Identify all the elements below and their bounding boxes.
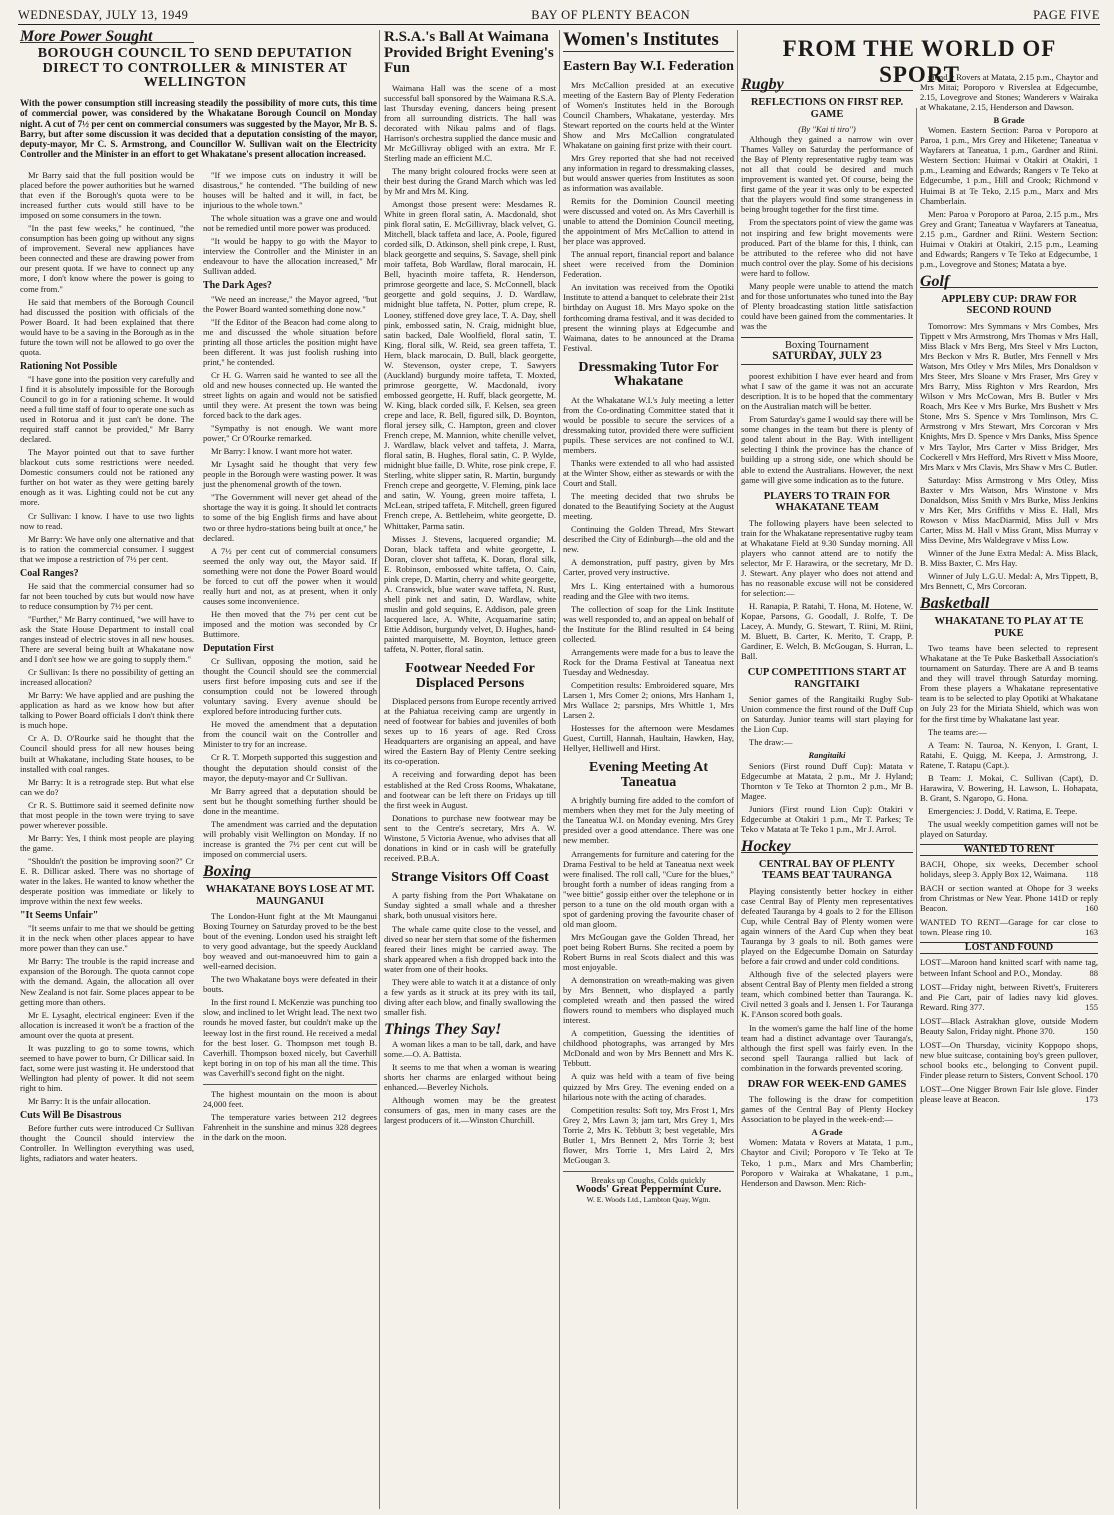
article-paragraph: The collection of soap for the Link Institute was well responded to, and an appeal on behalf of the Institute for the Blind resulted in £4 being collected. xyxy=(563,603,734,644)
draw-subhead: Rangitaiki xyxy=(808,750,846,761)
classified-ad-text: BACH, Ohope, six weeks, December school holidays, sleep 3. Apply Box 12, Waimana. xyxy=(920,859,1098,880)
article-paragraph: Although five of the selected players were absent Central Bay of Plenty men fielded a strong team, which combined better than Tauranga. K. Civil netted 3 goals and I. Jensen 1. For Tauranga K. I'Anson scored both goals. xyxy=(741,969,913,1020)
article-paragraph: Playing consistently better hockey in either case Central Bay of Plenty men representatives defeated Tauranga by 4 goals to 2 for the Ellison Cup, while Central Bay of Plenty women were again winners of the Aard Cup when they beat Tauranga by 3 goals to nil. Both games were played on the Edgecumbe Domain on Saturday before a fair crowd and under cold conditions. xyxy=(741,885,913,967)
article-paragraph: Mrs Grey reported that she had not received any information in regard to dressmaking classes, but would answer queries from Institutes as soon as information was available. xyxy=(563,152,734,193)
article-paragraph: "I have gone into the position very carefully and I find it is absolutely impossible for the Borough Council to go in for a rationing scheme. It would need a full time staff of four to operate one such as used in Rotorua and it just can't be done. The required staff cannot be provided," Mr Barry declared. xyxy=(20,373,194,445)
article-paragraph: "In the past few weeks," he continued, "the consumption has been going up without any signs of improvement. Several new appliances have been connected and these are drawing power from our present quota. If we have to connect up any more, I don't know where the power is going to come from." xyxy=(20,223,194,294)
masthead-date: WEDNESDAY, JULY 13, 1949 xyxy=(18,7,189,22)
column-rule xyxy=(737,30,738,1509)
article-paragraph: "Sympathy is not enough. We want more power," Cr O'Rourke remarked. xyxy=(203,423,377,444)
masthead-paper-name: BAY OF PLENTY BEACON xyxy=(531,7,691,22)
advert-peppermint-cure xyxy=(563,1175,734,1205)
players-headline: PLAYERS TO TRAIN FOR WHAKATANE TEAM xyxy=(763,490,891,514)
column-5 xyxy=(920,72,1098,1509)
classified-ad xyxy=(920,1016,1098,1036)
article-paragraph: Seniors (First round Duff Cup): Matata v Edgecumbe at Matata, 2 p.m., Mr J. Hyland; Thornton v Te Teko at Thornton 2 p.m., Mr B. Magee. xyxy=(741,760,913,801)
article-paragraph: A Team: N. Tauroa, N. Kenyon, I. Grant, I. Ratahi, E. Quigg, M. Keepa, J. Armstrong, J. Ratene, T. Ratapu (Capt.). xyxy=(920,739,1098,770)
article-paragraph: Mr Barry: We have only one alternative and that is to ration the commercial consumer. I suggest that we impose a restriction of 7½ per cent. xyxy=(20,533,194,564)
filler-text: The temperature varies between 212 degrees Fahrenheit in the sunshine and minus 328 degrees in the dark on the moon. xyxy=(203,1111,377,1142)
subhead: Cuts Will Be Disastrous xyxy=(20,1110,122,1122)
classified-ad-number: 173 xyxy=(1085,1094,1098,1105)
section-title-hockey: Hockey xyxy=(741,842,913,853)
article-paragraph: A quiz was held with a team of five being quizzed by Mrs Grey. The evening ended on a hilarious note with the acting of charades. xyxy=(563,1071,734,1102)
classified-ad-text: LOST—Black Astrakhan glove, outside Modern Beauty Salon, Friday night. Phone 370. xyxy=(920,1015,1098,1036)
classified-ad-number: 118 xyxy=(1085,869,1098,880)
classified-ad xyxy=(920,982,1098,1012)
article-paragraph: The whole situation was a grave one and would not be remedied until more power was produced. xyxy=(203,213,377,234)
article-paragraph: Two teams have been selected to represent Whakatane at the Te Puke Basketball Association's tournament on Saturday. There are A and B teams and they will travel through Saturday morning. From these players a Whakatane representative team is to be selected to play Opotiki at Whakatane on July 23 for the Miriata Shield, which was won for the first time by Whakatane last year. xyxy=(920,643,1098,724)
classified-ad xyxy=(920,1084,1098,1104)
article-paragraph: Arrangements were made for a bus to leave the Rock for the Drama Festival at Taneatua next Tuesday and Wednesday. xyxy=(563,646,734,677)
article-paragraph: The amendment was carried and the deputation will probably visit Wellington on Monday. If no increase is granted the 7½ per cent cut will be imposed on commercial users. xyxy=(203,818,377,859)
article-paragraph: Competition results: Soft toy, Mrs Frost 1, Mrs Grey 2, Mrs Lawn 3; jam tart, Mrs Grey 1, Mrs Torrie 2, Mrs K. Tebbutt 3; best vegetable, Mrs Butler 1, Mrs Bennett 2, Mrs Torrie 3; best flower, Mrs Torrie 1, Mrs Laird 2, Mrs McGougan 3. xyxy=(563,1104,734,1165)
article-paragraph: He said that the commercial consumer had so far not been touched by cuts but would now have to reduce consumption by 7½ per cent. xyxy=(20,580,194,611)
article-paragraph: The meeting decided that two shrubs be donated to the Beautifying Society at the August meeting. xyxy=(563,491,734,522)
section-title-golf: Golf xyxy=(920,277,1098,288)
article-paragraph: poorest exhibition I have ever heard and from what I saw of the game it was not an accurate description. It is to be hoped that the commentary on the Australian match will be better. xyxy=(741,371,913,412)
article-paragraph: Emergencies: J. Dodd, V. Ratima, E. Teepe. xyxy=(928,805,1078,816)
boxing-tournament-notice xyxy=(741,337,913,365)
basketball-headline: WHAKATANE TO PLAY AT TE PUKE xyxy=(934,616,1084,639)
article-paragraph: Cr H. G. Warren said he wanted to see all the old and new houses connected up. He wanted the street lights on again and would not be satisfied until they were. At present the town was being forced back to the dark ages. xyxy=(203,369,377,421)
article-paragraph: "Further," Mr Barry continued, "we will have to ask the State House Department to install coal ranges instead of electric stoves in all new houses. There are several being built at Whakatane now and I don't see how we are going to supply them." xyxy=(20,613,194,665)
column-rule xyxy=(916,108,917,1509)
article-paragraph: "It seems unfair to me that we should be getting it in the neck when other places appear to have more power than they can use." xyxy=(20,923,194,954)
article-paragraph: A brightly burning fire added to the comfort of members when they met for the July meeting of the Taneatua W.I. on Monday evening. Mrs Grey presided over a good attendance. There was one new member. xyxy=(563,795,734,846)
article-paragraph: An invitation was received from the Opotiki Institute to attend a banquet to celebrate their 21st birthday on August 18. Mrs Mayo spoke on the forthcoming drama festival, and it was decided to present the winning plays at Edgecumbe and Waimana, dates to be announced at the Drama Festival. xyxy=(563,282,734,353)
article-paragraph: Women. Eastern Section: Paroa v Poroporo at Paroa, 1 p.m., Mrs Grey and Hiketene; Taneatua v Wayfarers at Taneatua, 1 p.m., Gardner and Riini. Western Section: Huimai v Otakiri at Otakiri, 1 p.m., Leaming and Edwards; Rangers v Te Teko at Edgecumbe, 1 p.m., Hill and Crook; Richmond v Huimai B at Te Teko, 2.15 p.m., Marx and Mrs Chamberlain. xyxy=(920,125,1098,206)
rsa-ball-headline: R.S.A.'s Ball At Waimana Provided Bright Evening's Fun xyxy=(384,29,554,76)
rugby-headline: REFLECTIONS ON FIRST REP. GAME xyxy=(750,97,904,120)
classified-ad xyxy=(920,883,1098,913)
classified-ad-number: 163 xyxy=(1085,927,1098,938)
article-paragraph: Before further cuts were introduced Cr Sullivan thought the Council should interview the Controller. In Wellington everything was used, lights, radiators and water heaters. xyxy=(20,1123,194,1164)
classified-ad-text: LOST—On Thursday, vicinity Koppopo shops, new blue suitcase, containing boy's green pullover, school books etc., belonging to Convent pupil. Finder please return to Sisters, Convent School. xyxy=(920,1039,1098,1080)
article-paragraph: He moved the amendment that a deputation from the council wait on the Controller and Minister to try for an increase. xyxy=(203,719,377,750)
section-title-more-power: More Power Sought xyxy=(20,32,194,43)
hockey-headline: CENTRAL BAY OF PLENTY TEAMS BEAT TAURANGA xyxy=(758,858,896,882)
article-paragraph: The two Whakatane boys were defeated in their bouts. xyxy=(203,974,377,995)
subhead: "It Seems Unfair" xyxy=(20,910,99,922)
article-paragraph: It was puzzling to go to some towns, which seemed to have power to burn, Cr Dillicar said. In fact, some were just wasting it. He understood that Wellington had plenty of power. It did not seem right to him. xyxy=(20,1042,194,1093)
masthead xyxy=(18,6,1100,25)
masthead-page-number: PAGE FIVE xyxy=(1033,7,1100,22)
sport-section-title: FROM THE WORLD OF SPORT xyxy=(782,36,1057,87)
classified-ad-number: 160 xyxy=(1085,903,1098,914)
article-paragraph: Cr A. D. O'Rourke said he thought that the Council should press for all new houses being built at Whakatane, including State houses, to be installed with coal ranges. xyxy=(20,733,194,774)
advert-brand: Woods' Great Peppermint Cure. xyxy=(575,1183,722,1195)
strange-visitors-headline: Strange Visitors Off Coast xyxy=(391,869,549,885)
dressmaking-headline: Dressmaking Tutor For Whakatane xyxy=(578,359,719,390)
article-paragraph: Senior games of the Rangitaiki Rugby Sub-Union commence the first round of the Duff Cup on Saturday. Junior teams will start playing for the Lion Cup. xyxy=(741,694,913,735)
article-paragraph: Mr Barry: Yes, I think most people are playing the game. xyxy=(20,832,194,853)
article-paragraph: A woman likes a man to be tall, dark, and have some.—O. A. Battista. xyxy=(384,1038,556,1060)
article-paragraph: From Saturday's game I would say there will be some changes in the team but there is plenty of good talent about in the Bay. With intelligent selecting I think the province has the chance of building up a strong side, one which should be able to extend the Australians. However, the next game will give some indication as to the future. xyxy=(741,414,913,485)
article-paragraph: Mrs McCallion presided at an executive meeting of the Eastern Bay of Plenty Federation of Women's Institutes held in the Borough Council Chambers, Whakatane, yesterday. Mrs Stewart reported on the courts held at the Winter Show and Mrs McCallion congratulated Whakatane on gaining first prize with their court. xyxy=(563,79,734,150)
article-paragraph: Juniors (First round Lion Cup): Otakiri v Edgecumbe at Otakiri 1 p.m., Mr T. Parkes; Te Teko v Matata at Te Teko 1 p.m., Mr J. Arrol. xyxy=(741,803,913,834)
power-article-body-1 xyxy=(20,170,194,1509)
draw-headline: DRAW FOR WEEK-END GAMES xyxy=(747,1078,907,1090)
section-title-basketball: Basketball xyxy=(920,599,1098,610)
wanted-ads xyxy=(920,859,1098,937)
article-paragraph: The annual report, financial report and balance sheet were received from the Dominion Federation. xyxy=(563,249,734,280)
article-paragraph: "If the Editor of the Beacon had come along to me and discussed the whole situation before printing all those articles the position might have been different. It was just foolish rushing into print," he contended. xyxy=(203,316,377,367)
article-paragraph: The teams are:— xyxy=(928,726,987,737)
classified-ad-text: LOST—Friday night, between Rivett's, Fruiterers and Pie Cart, pair of ladies navy kid gloves. Reward. Ring 377. xyxy=(920,981,1098,1012)
advert-line: Breaks up Coughs, Colds quickly xyxy=(591,1174,706,1185)
column-2 xyxy=(384,30,556,1509)
article-paragraph: Mr Barry said that the full position would be placed before the power authorities but he warned that even if the Borough's quota were to be increased further cuts would still have to be imposed on some consumers in the town. xyxy=(20,170,194,221)
article-paragraph: Although they gained a narrow win over Thames Valley on Saturday the performance of the Bay of Plenty representative rugby team was not all that could be desired and much improvement is wanted yet. Of course, being the first game of the year it was only to be expected that the players would find some strangeness in being brought together for the first time. xyxy=(741,134,913,215)
things-they-say-headline: Things They Say! xyxy=(384,1020,502,1038)
article-paragraph: The usual weekly competition games will not be played on Saturday. xyxy=(920,818,1098,839)
evening-meeting-headline: Evening Meeting At Taneatua xyxy=(589,760,708,790)
article-paragraph: Cr Sullivan: I know. I have to use two lights now to read. xyxy=(20,510,194,531)
article-paragraph: It seems to me that when a woman is wearing shorts her charms are enlarged without being enhanced.—Beverley Nichols. xyxy=(384,1062,556,1093)
subhead: Deputation First xyxy=(203,643,274,655)
boxing-headline: WHAKATANE BOYS LOSE AT MT. MAUNGANUI xyxy=(205,884,375,907)
article-paragraph: In the first round I. McKenzie was punching too slow, and inclined to let Wright lead. The next two rounds he moved faster, but couldn't make up the leeway lost in the first round. He received a medal for the best loser. G. Thompson met tough B. Caverhill. Thompson boxed nicely, but Caverhill kept boring in on top of his man all the time. This was Caverhill's second fight on the night. xyxy=(203,997,377,1078)
article-paragraph: A competition, Guessing the identities of childhood photographs, was arranged by Mrs McDonald and won by Mrs Bennett and Mrs K. Tebbutt. xyxy=(563,1028,734,1069)
article-paragraph: He then moved that the 7½ per cent cut be imposed and the motion was seconded by Cr Buttimore. xyxy=(203,608,377,639)
eastern-bay-headline: Eastern Bay W.I. Federation xyxy=(563,59,734,74)
article-paragraph: Tomorrow: Mrs Symmans v Mrs Combes, Mrs Tippett v Mrs Armstrong, Mrs Thomas v Mrs Hall, Miss Black v Mrs Berg, Mrs Steel v Mrs Lucton, Mrs Beckon v Mrs R. Butler, Mrs Fennell v Mrs Watson, Mrs Otley v Mrs Miles, Mrs Donaldson v Mrs Steer, Mrs Sloane v Mrs Fraser, Mrs Grey v Mrs Barry, Miss Righton v Mrs Reardon, Mrs Wilson v Mrs McCowan, Mrs B. Butler v Mrs Roach, Mrs Kee v Mrs Burke, Mrs Bushett v Mrs Stone, Mrs S. Spence v Mrs Tomlinson, Mrs C. Armstrong v Mrs Stewart, Mrs Corcoran v Mrs Knights, Mrs D. Spence v Mrs Danks, Miss Spence v Mrs Taylor, Mrs Carter v Miss Bridger, Mrs Cockerell v Mrs Hefford, Mrs Rivett v Miss Moore, Mrs Marx v Mrs Clavis, Mrs Shaw v Mrs C. Butler. xyxy=(920,320,1098,472)
article-paragraph: Cr Sullivan, opposing the motion, said he thought the Council should see the commercial users first before imposing cuts and see if the consumption could not be lowered through voluntary saving. Every avenue should be explored before introducing further cuts. xyxy=(203,656,377,717)
article-paragraph: Saturday: Miss Armstrong v Mrs Otley, Miss Baxter v Mrs Watson, Mrs Winstone v Mrs Donaldson, Miss Smith v Mrs Burke, Miss Jenkins v Mrs Ker, Mrs Griffiths v Miss E. Hall, Mrs Rowson v Miss MacDiarmid, Miss Jull v Mrs Carter, Miss M. Hall v Miss Grant, Miss Murray v Miss Devine, Mrs Waldegrave v Miss Low. xyxy=(920,474,1098,545)
article-paragraph: Although women may be the greatest consumers of gas, men in many cases are the largest producers of it.—Winston Churchill. xyxy=(384,1095,556,1126)
notice-date: SATURDAY, JULY 23 xyxy=(772,350,882,363)
grade-subhead: B Grade xyxy=(993,115,1025,126)
article-paragraph: Mr Barry: It is the unfair allocation. xyxy=(28,1095,151,1106)
article-paragraph: mond v Rovers at Matata, 2.15 p.m., Chaytor and Mrs Mitai; Poroporo v Riversleа at Edgecumbe, 2.15, Lovegrove and Stones; Wanderers v Wairaka at Whakatane, 2.15, Henderson and Dawson. xyxy=(920,72,1098,113)
article-paragraph: Competition results: Embroidered square, Mrs Larsen 1, Mrs Comer 2; onions, Mrs Hanham 1, Mrs Wallace 2; parsnips, Mrs Whittle 1, Mrs Larsen 2. xyxy=(563,679,734,721)
power-article-banner: BOROUGH COUNCIL TO SEND DEPUTATION DIRECT TO CONTROLLER & MINISTER AT WELLINGTON xyxy=(37,46,353,91)
article-paragraph: Cr R. T. Morpeth supported this suggestion and thought the deputation should consist of the mayor, the deputy-mayor and Cr Sullivan. xyxy=(203,752,377,783)
article-paragraph: Many people were unable to attend the match and for those unfortunates who tuned into the Bay of Plenty broadcasting station little satisfaction could have been gained from the commentaries. It was the xyxy=(741,280,913,331)
article-paragraph: The many bright coloured frocks were seen at their best during the Grand March which was led by Mr and Mrs M. King. xyxy=(384,165,556,196)
article-paragraph: Mr Lysaght said he thought that very few people in the Borough were wasting power. It was just the phenomenal growth of the town. xyxy=(203,459,377,490)
column-rule xyxy=(559,30,560,1509)
article-paragraph: Cr R. S. Buttimore said it seemed definite now that most people in the town were trying to save power wherever possible. xyxy=(20,799,194,830)
classified-ad-number: 155 xyxy=(1085,1001,1098,1012)
lost-found-header: LOST AND FOUND xyxy=(920,942,1098,954)
byline: (By "Kai ti tiro") xyxy=(798,124,856,135)
article-paragraph: From the spectators point of view the game was not inspiring and few bright movements were produced. Part of the blame for this, I think, can be attributed to the referee who did not have much control over the play. Some of his decisions were hard to follow. xyxy=(741,217,913,278)
article-paragraph: He said that members of the Borough Council had discussed the position with officials of the Power Board. It had been explained that there would have to be a saving in the Borough as in the future the town will not be allowed to go over the quota. xyxy=(20,296,194,357)
article-paragraph: Thanks were extended to all who had assisted at the Winter Show, either as stewards or with the Court and Stall. xyxy=(563,458,734,489)
classified-ad xyxy=(920,957,1098,977)
article-paragraph: "If we impose cuts on industry it will be disastrous," he contended. "The building of new houses will be halted and it will, in fact, be injurious to the whole town." xyxy=(203,170,377,211)
article-paragraph: Donations to purchase new footwear may be sent to the Centre's secretary, Mrs A. W. Winstone, 5 Victoria Avenue, who advises that all donations in kind or in cash will be gratefully received. P.B.A. xyxy=(384,812,556,863)
article-paragraph: Cr Sullivan: Is there no possibility of getting an increased allocation? xyxy=(20,667,194,688)
filler-text: The highest mountain on the moon is about 24,000 feet. xyxy=(203,1088,377,1109)
article-paragraph: The following is the draw for competition games of the Central Bay of Plenty Hockey Association to be played in the week-end:— xyxy=(741,1094,913,1125)
article-paragraph: The following players have been selected to train for the Whakatane representative rugby team at Whakatane Field at 9.30 Sunday morning. All players who cannot attend are to notify the selector, Mr F. Harawira, or the secretary, Mr D. J. Stewart. Any player who does not attend and has no reasonable excuse will not be considered for selection:— xyxy=(741,517,913,598)
article-paragraph: Mr Barry: The trouble is the rapid increase and expansion of the Borough. The quota cannot cope with the demand. Again, the allocation all over New Zealand is not fair. Some places appear to be getting more than others. xyxy=(20,956,194,1007)
classified-ad xyxy=(920,859,1098,879)
article-paragraph: Arrangements for furniture and catering for the Drama Festival to be held at Taneatua next week were finalised. The roll call, "Cure for the blues," brought forth a number of ideas ranging from a "wee bittie" gossip either over the telephone or in person to a tune on the old mouth organ with a spot of gardening proving the favourite chaser of old man gloom. xyxy=(563,848,734,929)
subhead: The Dark Ages? xyxy=(203,280,272,292)
article-paragraph: Women: Matata v Rovers at Matata, 1 p.m., Chaytor and Civil; Poroporo v Te Teko at Te Teko, 1 p.m., Marx and Mrs Chamberlin; Poroporo v Wairaka at Whakatane, 1 p.m., Henderson and Dawson. Men: Rich- xyxy=(741,1137,913,1188)
classified-ad-number: 88 xyxy=(1089,967,1098,978)
section-title-boxing: Boxing xyxy=(203,867,377,878)
article-paragraph: "We need an increase," the Mayor agreed, "but the Power Board wanted something done now." xyxy=(203,293,377,314)
classified-ad-text: WANTED TO RENT—Garage for car close to town. Please ring 10. xyxy=(920,917,1098,938)
lost-ads xyxy=(920,957,1098,1104)
grade-subhead: A Grade xyxy=(811,1127,843,1138)
article-paragraph: H. Ranapia, P. Ratahi, T. Hona, M. Hotene, W. Kopae, Parsons, G. Goodall, J. Rolfe, T. De Lacey, A. Mundy, G. Stewart, T. Riini, M. Riini, M. Bluett, B. Carter, K. Merito, T. Crapp, P. Gardiner, E. Welch, B. McGougan, S. Hurran, L. Ball. xyxy=(741,600,913,662)
article-paragraph: Displaced persons from Europe recently arrived at the Pahiatua receiving camp are urgently in need of footwear for babies and juveniles of both sexes up to 16 years of age. Red Cross Headquarters are organising an appeal, and have wired the Eastern Bay of Plenty Centre seeking its co-operation. xyxy=(384,696,556,767)
article-paragraph: Mr E. Lysaght, electrical engineer: Even if the allocation is increased it won't be a fraction of the amount over the quota at present. xyxy=(20,1009,194,1040)
article-paragraph: "The Government will never get ahead of the shortage the way it is going. It should let contracts to some of the big English firms and have about two or three hydro-stations being built at once," he declared. xyxy=(203,492,377,543)
classified-ad xyxy=(920,1040,1098,1080)
subhead: Rationing Not Possible xyxy=(20,360,118,372)
article-paragraph: A receiving and forwarding depot has been established at the Red Cross Rooms, Whakatane, and footwear can be left there on Fridays up till the first week in August. xyxy=(384,769,556,810)
column-4 xyxy=(741,72,913,1509)
article-paragraph: Remits for the Dominion Council meeting were discussed and voted on. As Mrs Caverhill is unable to attend the Dominion Council meeting, the appointment of Mrs McCallion to attend in her place was approved. xyxy=(563,196,734,247)
article-paragraph: A demonstration, puff pastry, given by Mrs Carter, proved very instructive. xyxy=(563,557,734,578)
power-article-body-2 xyxy=(203,170,377,1509)
classified-ad-text: LOST—One Nigger Brown Fair Isle glove. Finder please leave at Beacon. xyxy=(920,1083,1098,1105)
article-paragraph: The whale came quite close to the vessel, and dived so near her stern that some of the fishermen feared their lines might be carried away. The shark appeared when a fish dropped back into the water from one of their hooks. xyxy=(384,923,556,974)
article-paragraph: Mr Barry: I know. I want more hot water. xyxy=(211,446,353,457)
article-paragraph: Hostesses for the afternoon were Mesdames Guest, Curtill, Hannah, Haultain, Hawken, Hay, Hellyer, Helliwell and Hirst. xyxy=(563,723,734,754)
article-paragraph: B Team: J. Mokai, C. Sullivan (Capt), D. Harawira, V. Bowering, H. Lawson, L. Hohapata, B. Grant, S. Ngaropo, G. Hona. xyxy=(920,772,1098,803)
section-title-rugby: Rugby xyxy=(741,80,913,91)
article-paragraph: Misses J. Stevens, lacquered organdie; M. Doran, black taffeta and white georgette, I. Doran, clover shot taffeta, K. Doran, floral silk, E. Robinson, embossed white taffeta, O. Cain, pink crepe, D. Martin, cherry and white georgette, A. Cranswick, blue water wave taffeta, N. Rust, shell pink net and satin, D. Wardlaw, white muslin and gold sequins, E. Addison, pale green lacquered lace, A. White, Acquamarine satin; Ettie Addison, burgundy velvet, D. Hughes, hand-painted marquisette, M. Boynton, lettuce green taffeta, N. Potter, floral satin. xyxy=(384,533,556,655)
article-paragraph: In the women's game the half line of the home team had a distinct advantage over Tauranga's, although the first spell was fairly even. In the second spell Tauranga rallied but lack of combination in the forwards prevented scoring. xyxy=(741,1022,913,1073)
golf-headline: APPLEBY CUP: DRAW FOR SECOND ROUND xyxy=(941,293,1077,317)
article-paragraph: They were able to watch it at a distance of only a few yards as it struck at its prey with its tail, diving after each blow, and finally swallowing the smaller fish. xyxy=(384,976,556,1017)
womens-institutes-title: Women's Institutes xyxy=(563,30,734,52)
article-paragraph: Mr Barry agreed that a deputation should be sent but he thought something further should be done in the meantime. xyxy=(203,785,377,816)
subhead: Coal Ranges? xyxy=(20,567,79,579)
article-paragraph: A party fishing from the Port Whakatane on Sunday sighted a small whale and a thresher shark, both unusual visitors here. xyxy=(384,890,556,921)
power-article-lead: With the power consumption still increasing steadily the possibility of more cuts, this time of commercial power, was considered by the Whakatane Borough Council on Monday night. A cut of 7½ per cent on commercial consumers was suggested by the Mayor, Mr B. S. Barry, but after some discussion it was decided that a deputation consisting of the mayor, deputy-mayor, Mr C. S. Armstrong, and Councillor W. Sullivan wait on the Electricity Controller and the Minister in an effort to get Whakatane's present allocation increased. xyxy=(20,98,377,160)
article-paragraph: Amongst those present were: Mesdames R. White in green floral satin, A. Macdonald, shot pink floral satin, E. McGillivray, black velvet, G. Mitchell, black taffeta and lace, A. Poole, figured corded silk, D. Atkinson, shell pink crepe, I. Rust, black georgette and sequins, S. Savage, shell pink moir taffeta, Bob Wardlaw, floral marocain, H. Bell, hyacinth moire taffeta, R. Henderson, primrose georgette and lace, S. McConnell, black georgette and gold sequins, J. D. Wardlaw, midnight blue taffeta, N. Potter, plum crepe, R. Looney, stiffened dove grey lace, T. A. Day, shell pink, embossed satin, N. Craig, midnight blue, satin backed, Dale Woolfield, floral satin, T. King, floral silk, W. Reid, sea green taffeta, T. Hern, black marocain, D. Bull, black georgette, W. Stevenson, oyster crepe, T. Sawyers (Auckland) burgundy moire taffeta, T. Moxted, primrose georgette, W. Macdonald, ivory embossed georgette, H. Ruff, black georgette, M. W. King, black corded silk, F. Kelsen, sea green crepe and lace, R. Bell, figured silk, D. Boynton, floral jersey silk, C. Hampton, green and clover French crepe, M. Mannion, white chenille velvet, J. Wardlaw, black velvet and taffeta, J. Marra, floral satin, B. Hughes, floral satin, C. P. Wylde, midnight blue faille, D. White, rose pink crepe, F. Sterling, white slipper satin, R. Martin, burgundy French crepe and georgette, V. Fleming, pink lace and satin, W. Young, green moire taffeta, I. McLean, striped taffeta, F. Mitchell, green figured French crepe, A. Bettleheim, white georgette, D. Whittaker, Parma satin. xyxy=(384,199,556,531)
classified-ad-text: LOST—Maroon hand knitted scarf with name tag, between Infant School and P.O., Monday. xyxy=(920,957,1098,978)
classified-ad xyxy=(920,917,1098,937)
article-paragraph: The Mayor pointed out that to save further blackout cuts some restrictions were needed. Domestic consumers could not be rationed any further on hot water as they were getting barely enough as it was. Lighting could not be cut any more. xyxy=(20,447,194,508)
article-paragraph: Mr Barry: It is a retrograde step. But what else can we do? xyxy=(20,776,194,797)
footwear-headline: Footwear Needed For Displaced Persons xyxy=(405,661,535,691)
article-paragraph: Winner of July L.G.U. Medal: A, Mrs Tippett, B, Mrs Bennett, C, Mrs Corcoran. xyxy=(920,571,1098,592)
article-paragraph: Winner of the June Extra Medal: A. Miss Black, B. Miss Baxter, C. Mrs Hay. xyxy=(920,547,1098,569)
article-paragraph: At the Whakatane W.I.'s July meeting a letter from the Co-ordinating Committee stated that it would be possible to secure the services of a dressmaking tutor, provided there were sufficient pupils. These services are not confined to W.I. members. xyxy=(563,394,734,455)
article-paragraph: Continuing the Golden Thread, Mrs Stewart described the City of Edinburgh—the old and the new. xyxy=(563,524,734,555)
column-3 xyxy=(563,30,734,1509)
article-paragraph: Mr Barry: We have applied and are pushing the application as hard as we know how but after talking to Power Board officials I don't think there is much hope. xyxy=(20,690,194,731)
column-rule xyxy=(379,30,380,1509)
article-paragraph: Mrs L. King entertained with a humorous reading and the Glee with two items. xyxy=(563,580,734,601)
classified-ad-text: BACH or section wanted at Ohope for 3 weeks from Christmas or New Year. Phone 141D or reply Beacon. xyxy=(920,883,1098,914)
cup-headline: CUP COMPETITIONS START AT RANGITAIKI xyxy=(747,667,907,690)
advert-address: W. E. Woods Ltd., Lambton Quay, Wgtn. xyxy=(586,1195,711,1204)
article-paragraph: A demonstration on wreath-making was given by Mrs Bennett, who displayed a partly completed wreath and then passed the wired flowers round to members who displayed much interest. xyxy=(563,975,734,1026)
article-paragraph: "It would be happy to go with the Mayor to interview the Controller and the Minister in an endeavour to have the allocation increased," Mr Sullivan added. xyxy=(203,236,377,277)
article-paragraph: The draw:— xyxy=(749,737,793,748)
wanted-to-rent-header: WANTED TO RENT xyxy=(920,844,1098,856)
classified-ad-number: 170 xyxy=(1085,1069,1098,1080)
article-paragraph: A 7½ per cent cut of commercial consumers seemed the only way out, the Mayor said. If something were not done the Power Board would be forced to cut off the power when it would really hurt and not, as at present, when it only causes some inconvenience. xyxy=(203,545,377,606)
article-paragraph: Men: Paroa v Poroporo at Paroa, 2.15 p.m., Mrs Grey and Grant; Taneatua v Wayfarers at Taneatua, 2.15 p.m., Gardner and Riini. Western Section: Huimai v Otakiri at Otakiri, 2.15 p.m., Leaming and Edwards; Rangers v Te Teko at Edgecumbe, 1 p.m., Lovegrove and Stones; Matata a bye. xyxy=(920,208,1098,269)
article-paragraph: The London-Hunt fight at the Mt Maunganui Boxing Tourney on Saturday proved to be the best bout of the evening. London used his straight left to very good advantage, but the speedy Auckland boy weaved and out-manoeuvred him to gain a well-earned decision. xyxy=(203,911,377,972)
classified-ad-number: 150 xyxy=(1085,1025,1098,1036)
article-paragraph: Waimana Hall was the scene of a most successful ball sponsored by the Waimana R.S.A. last Thursday evening, dancers being present from all surrounding districts. The hall was decorated with Nikau palms and of flags. Harrison's orchestra supplied the dance music and Mr McGillivray obliged with an extra. Mr F. Sterling made an efficient M.C. xyxy=(384,82,556,163)
article-paragraph: "Shouldn't the position be improving soon?" Cr E. R. Dillicar asked. There was no shortage of water in the lakes. He wanted to know whether the desperate position was immediate or likely to improve within the next few weeks. xyxy=(20,855,194,907)
notice-title: Boxing Tournament xyxy=(785,339,869,351)
article-paragraph: Mrs McGougan gave the Golden Thread, her poet being Robert Burns. She recited a poem by Robert Burns in real Scots dialect and this was most enjoyable. xyxy=(563,931,734,973)
